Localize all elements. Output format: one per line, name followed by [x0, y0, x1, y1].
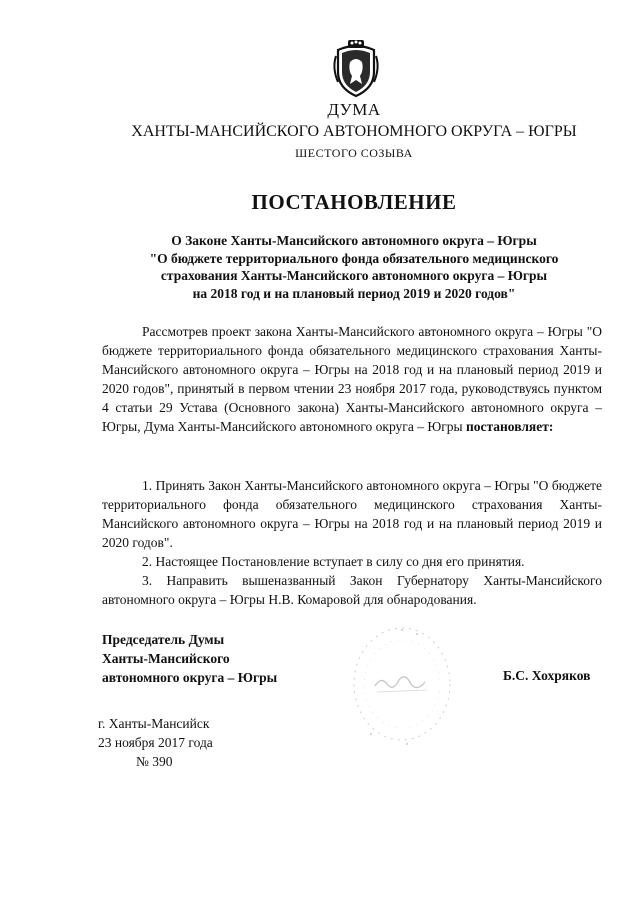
preamble-paragraph — [102, 322, 602, 436]
signatory-title-line: Ханты-Мансийского — [102, 651, 230, 666]
duma-title: ДУМА — [327, 100, 381, 119]
signatory-name: Б.С. Хохряков — [503, 668, 591, 683]
resolution-items — [102, 476, 602, 609]
resolves-word: постановляет: — [465, 419, 554, 434]
subject-line: на 2018 год и на плановый период 2019 и 2020 годов" — [192, 285, 516, 301]
okrug-title: ХАНТЫ-МАНСИЙСКОГО АВТОНОМНОГО ОКРУГА – ЮГРЫ — [131, 123, 577, 140]
subject-line: страхования Ханты-Мансийского автономного округа – Югры — [160, 268, 548, 283]
document-type: ПОСТАНОВЛЕНИЕ — [251, 190, 457, 214]
preamble-text: Рассмотрев проект закона Ханты-Мансийского автономного округа – Югры "О бюджете территориального фонда обязательного медицинского страхования Ханты-Мансийского автономного округа – Югры на 2018 год и на плановый период 2019 и 2020 годов", принятый в первом чтении 23 ноября 2017 года, руководствуясь пунктом 4 статьи 29 Устава (Основного закона) Ханты-Мансийского автономного округа – Югры, Дума Ханты-Мансийского автономного округа – Югры — [102, 324, 602, 434]
convocation-title: ШЕСТОГО СОЗЫВА — [295, 146, 413, 160]
document-footer — [98, 714, 213, 771]
subject-line: О Законе Ханты-Мансийского автономного округа – Югры — [171, 233, 537, 248]
signatory-title-line: Председатель Думы — [102, 632, 225, 647]
place-of-adoption: г. Ханты-Мансийск — [98, 716, 210, 731]
signatory-title-line: автономного округа – Югры — [102, 670, 278, 685]
signatory-title — [102, 630, 277, 687]
adoption-date: 23 ноября 2017 года — [98, 735, 213, 750]
document-number: № 390 — [136, 754, 173, 769]
signature-stamp-icon — [347, 622, 457, 752]
resolution-item: 3. Направить вышеназванный Закон Губернатору Ханты-Мансийского автономного округа – Югры Н.В. Комаровой для обнародования. — [102, 573, 602, 607]
document-subject — [100, 232, 608, 302]
resolution-item: 2. Настоящее Постановление вступает в силу со дня его принятия. — [142, 554, 525, 569]
subject-line: "О бюджете территориального фонда обязательного медицинского — [149, 250, 559, 266]
resolution-item: 1. Принять Закон Ханты-Мансийского автономного округа – Югры "О бюджете территориального фонда обязательного медицинского страхования Ханты-Мансийского автономного округа – Югры на 2018 год и на плановый период 2019 и 2020 годов". — [102, 478, 602, 550]
coat-of-arms-icon — [330, 38, 382, 98]
